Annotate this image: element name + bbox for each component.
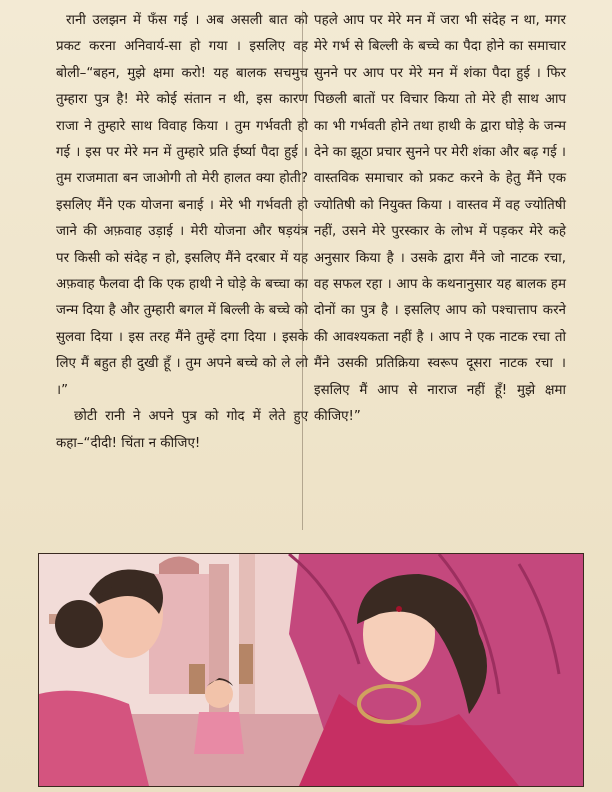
right-text-column — [314, 8, 566, 431]
left-paragraph-2: छोटी रानी ने अपने पुत्र को गोद में लेते हुए कहा–“दीदी! चिंता न कीजिए! — [56, 409, 308, 451]
candle-stand — [239, 644, 253, 684]
right-paragraph-1: पहले आप पर मेरे मन में जरा भी संदेह न था, मगर मेरे गर्भ से बिल्ली के बच्चे का पैदा होने का समाचार सुनने पर आप पर मेरे मन में शंका पैदा हुई । फिर पिछली बातों पर विचार किया तो मेरे ही साथ आप का भी गर्भवती होने तथा हाथी के द्वारा घोड़े के जन्म देने का झूठा प्रचार सुनने पर मेरी शंका और बढ़ गई । वास्तविक समाचार को प्रकट करने के हेतु मैंने एक ज्योतिषी को नियुक्त किया । वास्तव में वह ज्योतिषी नहीं, उसने मेरे पुरस्कार के लोभ में पड़कर मेरे कहे अनुसार किया है । उसके द्वारा मैंने जो नाटक रचा, वह सफल रहा । आप के कथनानुसार यह बालक हम दोनों का पुत्र है । इसलिए आप को पश्चात्ताप करने की आवश्यकता नहीं है । आप ने एक नाटक रचा तो मैंने उसकी प्रतिक्रिया स्वरूप दूसरा नाटक रचा । इसलिए मैं आप से नाराज नहीं हूँ! मुझे क्षमा कीजिए!” — [314, 13, 566, 425]
column-divider — [302, 10, 303, 530]
left-text-column — [56, 8, 308, 457]
story-illustration — [38, 553, 584, 787]
illustration-art — [39, 554, 583, 786]
lamp — [189, 664, 205, 694]
left-paragraph-1: रानी उलझन में फँस गई । अब असली बात को प्रकट करना अनिवार्य-सा हो गया । इसलिए वह बोली–“बहन, मुझे क्षमा करो! यह बालक सचमुच तुम्हारा पुत्र है! मेरे कोई संतान न थी, इस कारण राजा ने तुम्हारे साथ विवाह किया । तुम गर्भवती हो गई । इस पर मेरे मन में तुम्हारे प्रति ईर्ष्या पैदा हुई । तुम राजमाता बन जाओगी तो मेरी हालत क्या होती? इसलिए मैंने एक योजना बनाई । मेरे भी गर्भवती हो जाने की अफ़वाह उड़ाई । मेरी योजना और षड़यंत्र पर किसी को संदेह न हो, इसलिए मैंने दरबार में यह अफ़वाह फैलवा दी कि एक हाथी ने घोड़े के बच्चा का जन्म दिया है और तुम्हारी बगल में बिल्ली के बच्चे को सुलवा दिया । इस तरह मैंने तुम्हें दगा दिया । इसके लिए मैं बहुत ही दुखी हूँ । तुम अपने बच्चे को ले लो ।” — [56, 13, 308, 398]
